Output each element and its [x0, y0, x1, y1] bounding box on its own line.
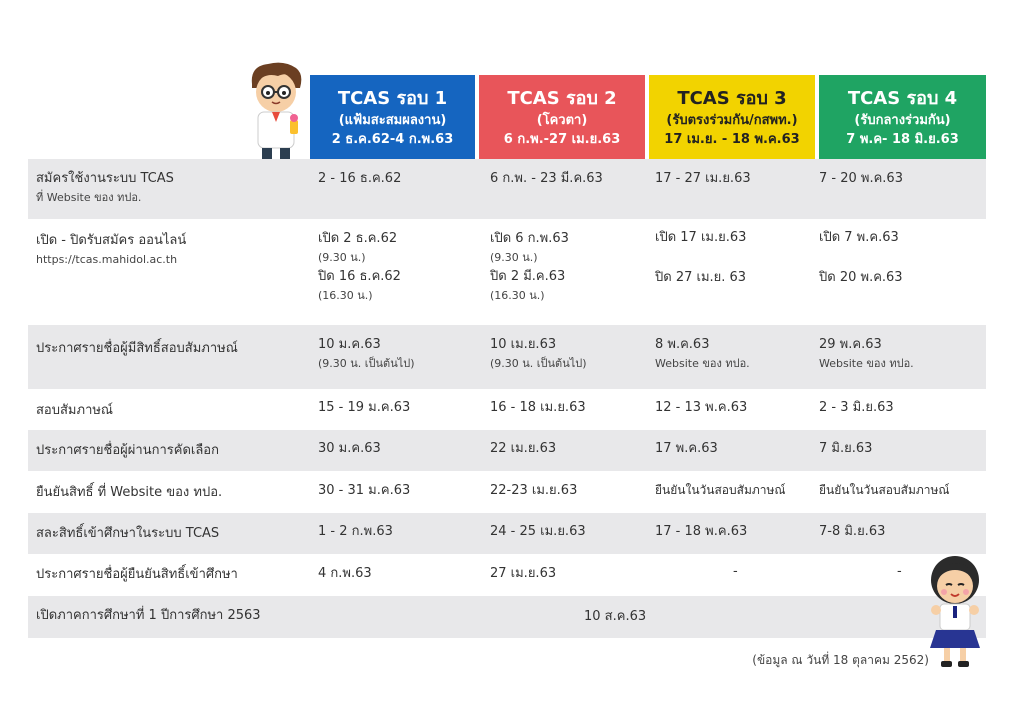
header-round-1-title: TCAS รอบ 1: [337, 88, 448, 109]
cell-round-3: -: [733, 564, 738, 579]
cell-round-4: 2 - 3 มิ.ย.63: [819, 400, 894, 415]
cell-round-3: [655, 335, 750, 373]
close-date: ปิด 27 เม.ย. 63: [655, 270, 747, 285]
cell-round-1: [318, 335, 415, 373]
table-row-register: [28, 159, 986, 219]
header-round-4: [819, 75, 986, 159]
header-round-2-subtitle: (โควตา): [536, 113, 588, 128]
cell-semester-date: 10 ส.ค.63: [584, 609, 647, 624]
row-label-sub: ที่ Website ของ ทปอ.: [36, 191, 142, 204]
header-round-1-dates: 2 ธ.ค.62-4 ก.พ.63: [331, 132, 454, 147]
header-round-3-dates: 17 เม.ย. - 18 พ.ค.63: [664, 132, 800, 147]
cell-round-1: 4 ก.พ.63: [318, 566, 372, 581]
header-round-2: [479, 75, 645, 159]
table-row-waive: [28, 513, 986, 554]
close-date: ปิด 2 มี.ค.63: [490, 269, 566, 284]
row-label-text: เปิด - ปิดรับสมัคร ออนไลน์: [36, 233, 187, 248]
cell-round-1: 2 - 16 ธ.ค.62: [318, 171, 402, 186]
close-time: (16.30 น.): [490, 289, 545, 302]
cell-round-3: 17 - 18 พ.ค.63: [655, 524, 748, 539]
row-label: [36, 169, 174, 207]
student-illustration: [922, 552, 988, 672]
cell-note: (9.30 น. เป็นต้นไป): [318, 357, 415, 370]
cell-round-2: 16 - 18 เม.ย.63: [490, 400, 586, 415]
row-label: [36, 231, 186, 269]
table-row-interview-list: [28, 325, 986, 389]
footnote: (ข้อมูล ณ วันที่ 18 ตุลาคม 2562): [752, 653, 929, 667]
cell-note: Website ของ ทปอ.: [655, 357, 750, 370]
row-label-url: https://tcas.mahidol.ac.th: [36, 253, 178, 266]
row-label: ประกาศรายชื่อผู้มีสิทธิ์สอบสัมภาษณ์: [36, 341, 238, 356]
row-label: สอบสัมภาษณ์: [36, 403, 113, 418]
header-round-2-title: TCAS รอบ 2: [507, 88, 617, 109]
cell-round-3: ยืนยันในวันสอบสัมภาษณ์: [655, 483, 786, 497]
table-row-apply: [28, 219, 986, 325]
row-label: เปิดภาคการศึกษาที่ 1 ปีการศึกษา 2563: [36, 608, 261, 623]
cell-note: Website ของ ทปอ.: [819, 357, 914, 370]
cell-round-2: 22 เม.ย.63: [490, 441, 557, 456]
header-round-2-dates: 6 ก.พ.-27 เม.ย.63: [503, 132, 621, 147]
cell-round-1: 30 - 31 ม.ค.63: [318, 483, 411, 498]
header-round-1-subtitle: (แฟ้มสะสมผลงาน): [338, 113, 447, 128]
cell-date: 29 พ.ค.63: [819, 337, 882, 352]
row-label: สละสิทธิ์เข้าศึกษาในระบบ TCAS: [36, 526, 220, 541]
cell-round-3: 17 พ.ค.63: [655, 441, 718, 456]
cell-round-2: [490, 229, 569, 305]
scientist-illustration: [244, 58, 308, 162]
cell-round-4: ยืนยันในวันสอบสัมภาษณ์: [819, 483, 950, 497]
header-round-3-title: TCAS รอบ 3: [677, 88, 787, 109]
row-label: ยืนยันสิทธิ์ ที่ Website ของ ทปอ.: [36, 485, 223, 500]
header-round-3-subtitle: (รับตรงร่วมกัน/กสพท.): [666, 113, 798, 128]
open-date: เปิด 6 ก.พ.63: [490, 231, 569, 246]
close-date: ปิด 16 ธ.ค.62: [318, 269, 401, 284]
table-row-selected: [28, 430, 986, 471]
table-row-confirmed-list: [28, 554, 986, 596]
cell-round-4: -: [897, 564, 902, 579]
cell-date: 10 เม.ย.63: [490, 337, 557, 352]
cell-round-2: 27 เม.ย.63: [490, 566, 557, 581]
cell-round-1: 1 - 2 ก.พ.63: [318, 524, 393, 539]
cell-round-4: 7 - 20 พ.ค.63: [819, 171, 903, 186]
close-time: (16.30 น.): [318, 289, 373, 302]
open-date: เปิด 2 ธ.ค.62: [318, 231, 398, 246]
open-date: เปิด 17 เม.ย.63: [655, 230, 747, 245]
row-label-text: สมัครใช้งานระบบ TCAS: [36, 171, 174, 186]
cell-round-2: 24 - 25 เม.ย.63: [490, 524, 586, 539]
cell-note: (9.30 น. เป็นต้นไป): [490, 357, 587, 370]
row-label: ประกาศรายชื่อผู้ยืนยันสิทธิ์เข้าศึกษา: [36, 567, 238, 582]
cell-round-3: 12 - 13 พ.ค.63: [655, 400, 748, 415]
open-date: เปิด 7 พ.ค.63: [819, 230, 899, 245]
close-date: ปิด 20 พ.ค.63: [819, 270, 903, 285]
header-round-4-dates: 7 พ.ค- 18 มิ.ย.63: [846, 132, 959, 147]
table-row-confirm: [28, 471, 986, 513]
header-round-4-title: TCAS รอบ 4: [847, 88, 958, 109]
cell-round-3: 17 - 27 เม.ย.63: [655, 171, 751, 186]
table-row-semester: [28, 596, 986, 638]
cell-round-2: 22-23 เม.ย.63: [490, 483, 578, 498]
cell-date: 8 พ.ค.63: [655, 337, 710, 352]
cell-round-2: 6 ก.พ. - 23 มี.ค.63: [490, 171, 603, 186]
table-row-interview: [28, 389, 986, 430]
cell-round-1: 30 ม.ค.63: [318, 441, 381, 456]
cell-round-4: [819, 335, 914, 373]
open-time: (9.30 น.): [318, 251, 366, 264]
header-round-3: [649, 75, 815, 159]
cell-date: 10 ม.ค.63: [318, 337, 381, 352]
cell-round-1: [318, 229, 401, 305]
header-round-4-subtitle: (รับกลางร่วมกัน): [854, 113, 951, 128]
cell-round-4: 7 มิ.ย.63: [819, 441, 873, 456]
open-time: (9.30 น.): [490, 251, 538, 264]
cell-round-1: 15 - 19 ม.ค.63: [318, 400, 411, 415]
header-round-1: [310, 75, 475, 159]
row-label: ประกาศรายชื่อผู้ผ่านการคัดเลือก: [36, 443, 219, 458]
cell-round-4: 7-8 มิ.ย.63: [819, 524, 886, 539]
cell-round-4: [819, 228, 903, 288]
cell-round-2: [490, 335, 587, 373]
cell-round-3: [655, 228, 746, 288]
